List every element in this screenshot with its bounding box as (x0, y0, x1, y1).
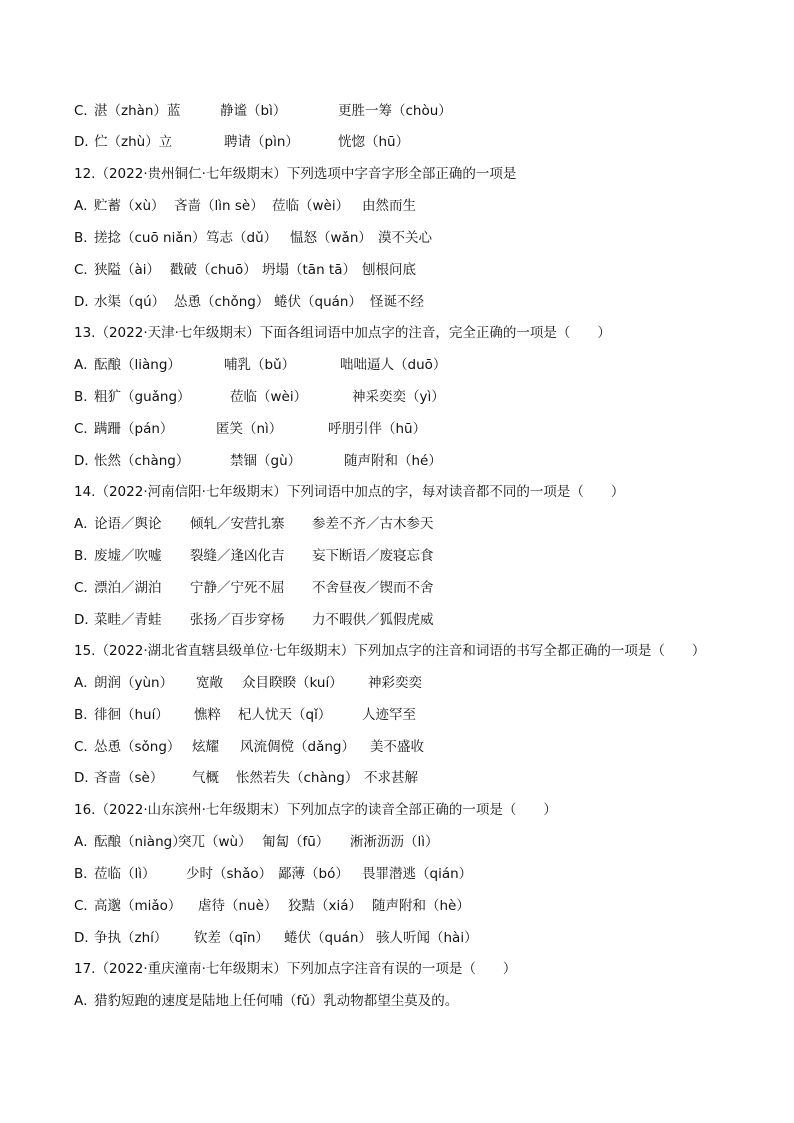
option-item: 怂恿（chǒng） (174, 294, 270, 310)
option-label: A． (74, 198, 97, 214)
question-text: 17.（2022·重庆潼南·七年级期末）下列加点字注音有误的一项是（ ） (74, 961, 517, 977)
option-item: 钦差（qīn） (194, 930, 269, 946)
option-item: 呼朋引伴（hū） (328, 421, 427, 437)
option-item: 蹒跚（pán） (94, 421, 174, 437)
option-item: 参差不齐／古木参天 (312, 516, 434, 532)
option-item: 更胜一筹（chòu） (338, 103, 452, 119)
option-item: 论语／舆论 (94, 516, 162, 532)
option-item: 徘徊（huí） (94, 707, 169, 723)
option-item: 匿笑（nì） (216, 421, 283, 437)
option-item: 气概 (192, 770, 219, 786)
option-label: B． (74, 866, 97, 882)
option-item: 风流倜傥（dǎng） (240, 739, 355, 755)
option-label: C． (74, 103, 97, 119)
option-item: 众目睽睽（kuí） (242, 675, 343, 691)
option-item: 漠不关心 (378, 230, 432, 246)
option-label: D． (74, 294, 98, 310)
question-text: 16.（2022·山东滨州·七年级期末）下列加点字的读音全部正确的一项是（ ） (74, 802, 557, 818)
option-item: 朗润（yùn） (94, 675, 174, 691)
option-item: 吝啬（lìn sè） (174, 198, 264, 214)
option-item: 不求甚解 (364, 770, 418, 786)
option-label: A． (74, 993, 97, 1009)
option-item: 废墟／吹嘘 (94, 548, 162, 564)
option-item: 坍塌（tān tā） (262, 262, 356, 278)
option-item: 力不暇供／狐假虎威 (312, 612, 434, 628)
option-item: 怂恿（sǒng） (94, 739, 181, 755)
option-item: 搓捻（cuō niǎn） (94, 230, 206, 246)
option-item: 骇人听闻（hài） (376, 930, 478, 946)
option-item: 戳破（chuō） (170, 262, 257, 278)
option-item: 美不盛收 (370, 739, 424, 755)
option-item: 倾轧／安营扎寨 (190, 516, 285, 532)
option-item: 鄙薄（bó） (278, 866, 349, 882)
option-item: 畏罪潜逃（qián） (362, 866, 473, 882)
option-item: 宽敞 (196, 675, 223, 691)
option-item: 蜷伏（quán） (284, 930, 372, 946)
option-label: A． (74, 357, 97, 373)
option-item: 狡黠（xiá） (288, 898, 363, 914)
option-item: 炫耀 (192, 739, 219, 755)
option-item: 神采奕奕（yì） (352, 389, 445, 405)
option-item: 酝酿（liàng） (94, 357, 181, 373)
option-item: 蜷伏（quán） (274, 294, 362, 310)
option-item: 恍惚（hū） (338, 134, 410, 150)
option-label: D． (74, 134, 98, 150)
option-item: 愠怒（wǎn） (290, 230, 372, 246)
option-label: A． (74, 516, 97, 532)
option-item: 禁锢（gù） (230, 453, 302, 469)
option-item: 怅然若失（chàng） (236, 770, 359, 786)
option-label: B． (74, 389, 97, 405)
option-item: 莅临（wèi） (272, 198, 350, 214)
option-item: 怅然（chàng） (94, 453, 190, 469)
option-label: B． (74, 548, 97, 564)
option-label: C． (74, 580, 97, 596)
option-item: 神彩奕奕 (368, 675, 422, 691)
option-item: 憔粹 (194, 707, 221, 723)
option-item: 随声附和（hè） (372, 898, 470, 914)
option-label: A． (74, 834, 97, 850)
option-item: 咄咄逼人（duō） (340, 357, 447, 373)
option-item: 贮蓄（xù） (94, 198, 165, 214)
option-item: 由然而生 (362, 198, 416, 214)
option-item: 吝啬（sè） (94, 770, 164, 786)
question-text: 14.（2022·河南信阳·七年级期末）下列词语中加点的字，每对读音都不同的一项是（ ） (74, 484, 625, 500)
option-item: 哺乳（bǔ） (224, 357, 296, 373)
option-label: B． (74, 230, 97, 246)
option-item: 酝酿（niàng） (94, 834, 186, 850)
option-item: 聘请（pìn） (224, 134, 299, 150)
option-label: C． (74, 262, 97, 278)
option-item: 伫（zhù）立 (94, 134, 173, 150)
question-text: 13.（2022·天津·七年级期末）下面各组词语中加点字的注音，完全正确的一项是（ ） (74, 325, 611, 341)
option-item: 裂缝／逢凶化吉 (190, 548, 285, 564)
option-item: 莅临（wèi） (230, 389, 308, 405)
option-item: 杞人忧天（qǐ） (238, 707, 332, 723)
question-text: 12.（2022·贵州铜仁·七年级期末）下列选项中字音字形全部正确的一项是 (74, 166, 517, 182)
option-label: D． (74, 930, 98, 946)
option-item: 突兀（wù） (178, 834, 252, 850)
option-label: A． (74, 675, 97, 691)
option-item: 刨根问底 (362, 262, 416, 278)
option-label: C． (74, 898, 97, 914)
option-item: 少时（shǎo） (186, 866, 273, 882)
question-text: 15.（2022·湖北省直辖县级单位·七年级期末）下列加点字的注音和词语的书写全都正确的一项是（ ） (74, 643, 706, 659)
option-item: 争执（zhí） (94, 930, 168, 946)
option-item: 随声附和（hé） (344, 453, 442, 469)
option-item: 高邈（miǎo） (94, 898, 182, 914)
option-item: 菜畦／青蛙 (94, 612, 162, 628)
option-item: 妄下断语／废寝忘食 (312, 548, 434, 564)
option-item: 猎豹短跑的速度是陆地上任何哺（fǔ）乳动物都望尘莫及的。 (94, 993, 459, 1009)
option-item: 虐待（nuè） (198, 898, 278, 914)
option-item: 莅临（lì） (94, 866, 156, 882)
option-item: 狭隘（ài） (94, 262, 161, 278)
option-item: 淅淅沥沥（lì） (350, 834, 439, 850)
option-label: D． (74, 770, 98, 786)
option-label: D． (74, 453, 98, 469)
option-item: 人迹罕至 (362, 707, 416, 723)
option-item: 笃志（dǔ） (206, 230, 278, 246)
option-label: C． (74, 421, 97, 437)
option-item: 湛（zhàn）蓝 (94, 103, 181, 119)
option-label: C． (74, 739, 97, 755)
option-item: 粗犷（guǎng） (94, 389, 191, 405)
option-item: 漂泊／湖泊 (94, 580, 162, 596)
option-item: 匍匐（fū） (262, 834, 330, 850)
option-label: B． (74, 707, 97, 723)
option-item: 宁静／宁死不屈 (190, 580, 285, 596)
option-item: 静谧（bì） (220, 103, 287, 119)
option-item: 水渠（qú） (94, 294, 166, 310)
option-item: 不舍昼夜／锲而不舍 (312, 580, 434, 596)
option-item: 张扬／百步穿杨 (190, 612, 285, 628)
option-item: 怪诞不经 (370, 294, 424, 310)
option-label: D． (74, 612, 98, 628)
